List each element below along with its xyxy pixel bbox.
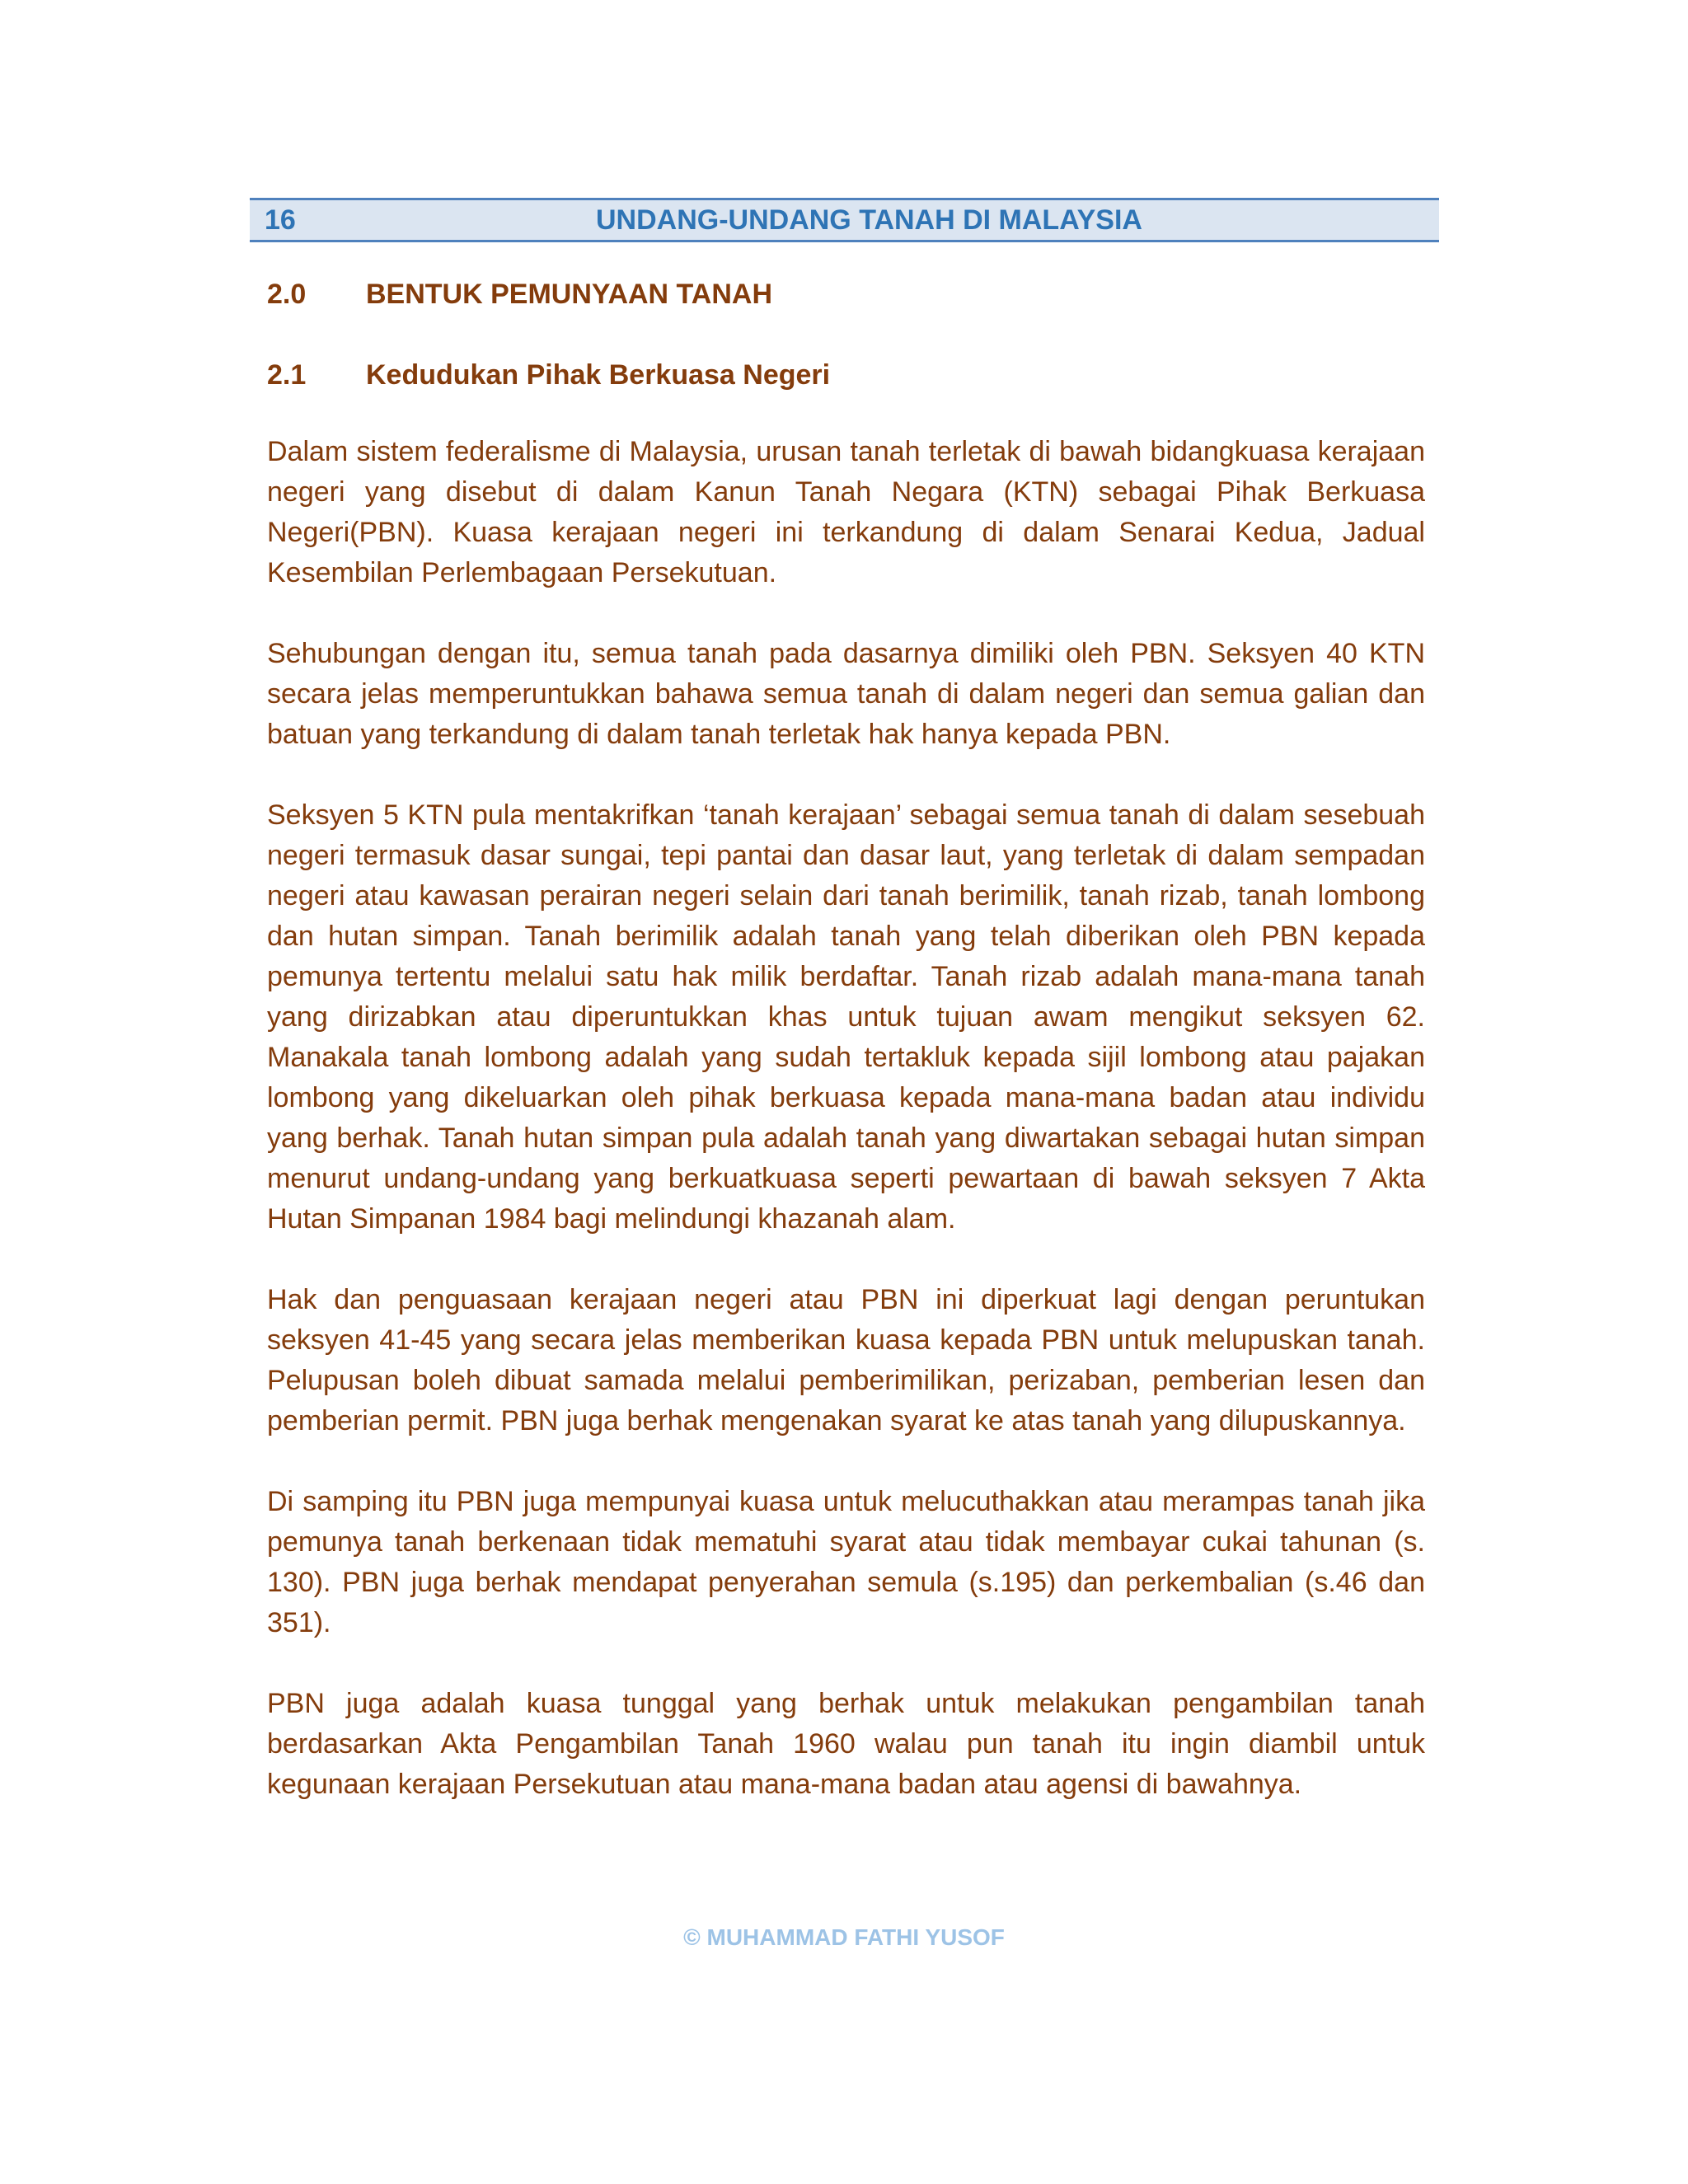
paragraph: Dalam sistem federalisme di Malaysia, urusan tanah terletak di bawah bidangkuasa kerajaan negeri yang disebut di dalam Kanun Tanah Negara (KTN) sebagai Pihak Berkuasa Negeri(PBN). Kuasa kerajaan negeri ini terkandung di dalam Senarai Kedua, Jadual Kesembilan Perlembagaan Persekutuan. [267,436,1425,588]
copyright-footer: © MUHAMMAD FATHI YUSOF [683,1924,1005,1950]
page-content [267,270,1425,1845]
section-title: BENTUK PEMUNYAAN TANAH [366,279,773,310]
subsection-number: 2.1 [267,359,307,391]
paragraph: Sehubungan dengan itu, semua tanah pada dasarnya dimiliki oleh PBN. Seksyen 40 KTN secara jelas memperuntukkan bahawa semua tanah di dalam negeri dan semua galian dan batuan yang terkandung di dalam tanah terletak hak hanya kepada PBN. [267,638,1425,750]
paragraph: Seksyen 5 KTN pula mentakrifkan ‘tanah kerajaan’ sebagai semua tanah di dalam sesebuah negeri termasuk dasar sungai, tepi pantai dan dasar laut, yang terletak di dalam sempadan negeri atau kawasan perairan negeri selain dari tanah berimilik, tanah rizab, tanah lombong dan hutan simpan. Tanah berimilik adalah tanah yang telah diberikan oleh PBN kepada pemunya tertentu melalui satu hak milik berdaftar. Tanah rizab adalah mana-mana tanah yang dirizabkan atau diperuntukkan khas untuk tujuan awam mengikut seksyen 62. Manakala tanah lombong adalah yang sudah tertakluk kepada sijil lombong atau pajakan lombong yang dikeluarkan oleh pihak berkuasa kepada mana-mana badan atau individu yang berhak. Tanah hutan simpan pula adalah tanah yang diwartakan sebagai hutan simpan menurut undang-undang yang berkuatkuasa seperti pewartaan di bawah seksyen 7 Akta Hutan Simpanan 1984 bagi melindungi khazanah alam. [267,799,1425,1235]
section-heading [267,270,1425,318]
subsection-heading [267,351,1425,399]
section-number: 2.0 [267,279,307,310]
paragraph: PBN juga adalah kuasa tunggal yang berhak untuk melakukan pengambilan tanah berdasarkan Akta Pengambilan Tanah 1960 walau pun tanah itu ingin diambil untuk kegunaan kerajaan Persekutuan atau mana-mana badan atau agensi di bawahnya. [267,1688,1425,1800]
page-number: 16 [265,204,296,236]
running-header [250,198,1439,242]
paragraph: Hak dan penguasaan kerajaan negeri atau PBN ini diperkuat lagi dengan peruntukan seksyen 41-45 yang secara jelas memberikan kuasa kepada PBN untuk melupuskan tanah. Pelupusan boleh dibuat samada melalui pemberimilikan, perizaban, pemberian lesen dan pemberian permit. PBN juga berhak mengenakan syarat ke atas tanah yang dilupuskannya. [267,1284,1425,1436]
book-title: UNDANG-UNDANG TANAH DI MALAYSIA [596,204,1142,236]
paragraph: Di samping itu PBN juga mempunyai kuasa untuk melucuthakkan atau merampas tanah jika pemunya tanah berkenaan tidak mematuhi syarat atau tidak membayar cukai tahunan (s. 130). PBN juga berhak mendapat penyerahan semula (s.195) dan perkembalian (s.46 dan 351). [267,1486,1425,1638]
subsection-title: Kedudukan Pihak Berkuasa Negeri [366,359,831,391]
